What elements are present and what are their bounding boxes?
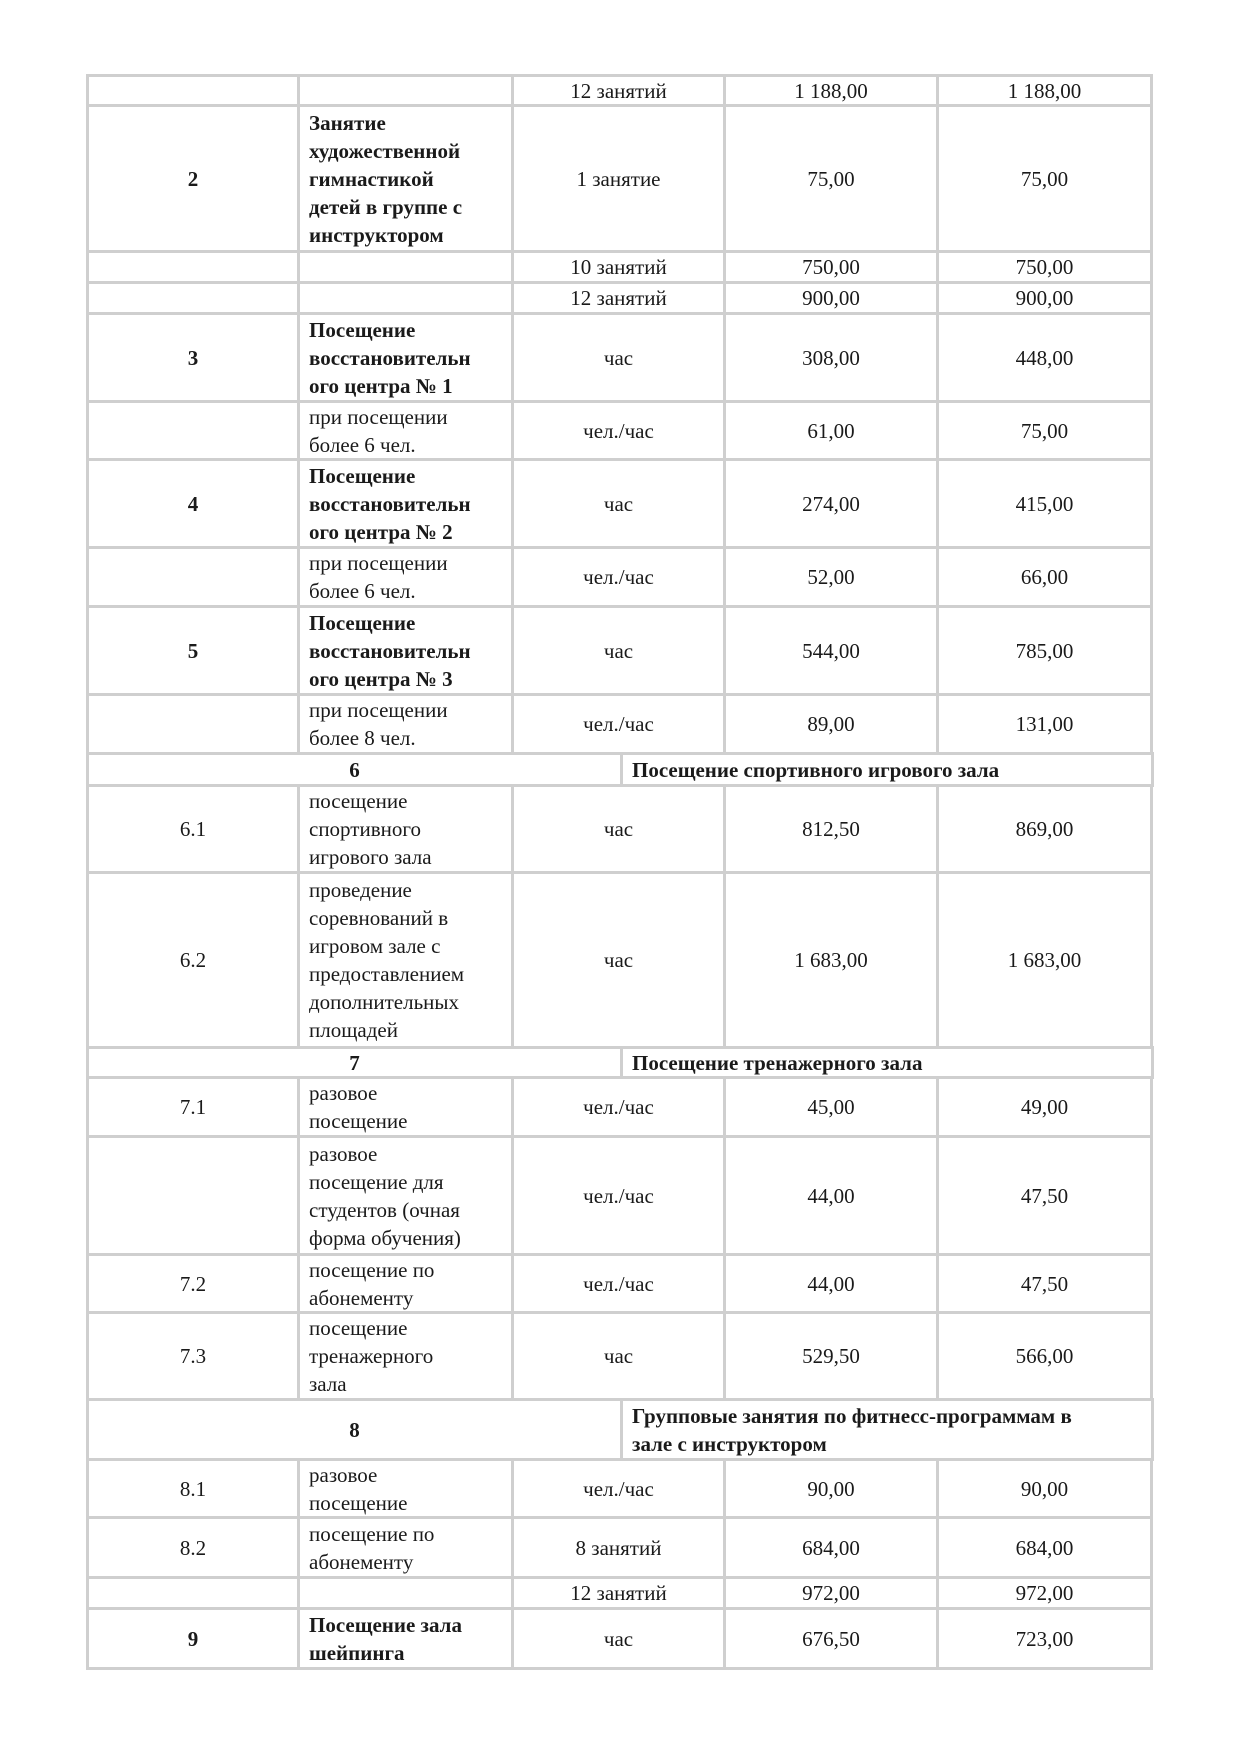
unit-cell — [511, 693, 726, 755]
unit-cell — [511, 400, 726, 461]
price-value: 75,00 — [1020, 418, 1069, 443]
unit: час — [603, 638, 634, 663]
service-name-line: тренажерного — [309, 1344, 434, 1368]
item-number-cell — [86, 104, 300, 253]
price-cell — [936, 1458, 1153, 1519]
price-value: 750,00 — [802, 255, 860, 279]
service-name-line: Занятие — [309, 110, 386, 135]
price-value: 44,00 — [807, 1183, 855, 1208]
service-name-line: более 6 чел. — [309, 579, 416, 603]
price-cell — [936, 1311, 1153, 1401]
service-name-line: игрового зала — [309, 845, 432, 869]
service-name-cell — [297, 605, 514, 696]
item-number-cell — [86, 784, 300, 874]
item-number: 5 — [187, 638, 199, 663]
item-number: 4 — [187, 491, 199, 516]
price-cell — [723, 281, 939, 315]
price-value: 684,00 — [802, 1535, 860, 1560]
service-name-line: спортивного — [309, 817, 421, 841]
item-number-cell — [86, 400, 300, 461]
unit-cell — [511, 1516, 726, 1579]
price-value: 676,50 — [802, 1626, 860, 1651]
service-name-line: студентов (очная — [309, 1197, 460, 1222]
unit: 1 занятие — [576, 166, 661, 191]
service-name-line: абонементу — [309, 1285, 414, 1310]
price-value: 812,50 — [802, 817, 860, 841]
service-name-line: разовое — [309, 1141, 378, 1166]
service-name-line: более 8 чел. — [309, 726, 416, 750]
item-number-cell — [86, 1458, 300, 1519]
service-name-cell — [297, 1076, 514, 1138]
price-value: 972,00 — [1015, 1581, 1074, 1605]
service-name-line: посещение — [309, 1316, 408, 1340]
price-value: 44,00 — [807, 1271, 855, 1296]
section-number-cell — [86, 1046, 623, 1079]
service-name-line: более 6 чел. — [309, 432, 416, 457]
price-cell — [723, 104, 939, 253]
unit: час — [603, 817, 634, 841]
item-number: 7.2 — [179, 1271, 207, 1296]
service-name-line: проведение — [309, 878, 412, 902]
unit-cell — [511, 871, 726, 1049]
price-value: 49,00 — [1020, 1095, 1069, 1119]
price-value: 566,00 — [1015, 1344, 1074, 1368]
service-name-line: посещение — [309, 1490, 408, 1515]
price-cell — [936, 784, 1153, 874]
unit: 12 занятий — [570, 286, 667, 310]
price-value: 900,00 — [1015, 286, 1074, 310]
price-value: 750,00 — [1015, 255, 1074, 279]
service-name-cell — [297, 458, 514, 549]
item-number-cell — [86, 458, 300, 549]
item-number: 6.1 — [179, 817, 207, 841]
service-name-line: посещение — [309, 1109, 408, 1133]
section-number: 6 — [349, 757, 360, 782]
service-name-line: посещение — [309, 789, 408, 813]
section-number-cell — [86, 1398, 623, 1461]
unit: час — [603, 948, 634, 972]
price-cell — [723, 1576, 939, 1610]
service-name-cell — [297, 312, 514, 403]
price-value: 90,00 — [807, 1476, 855, 1501]
service-name-line: инструктором — [309, 222, 444, 247]
item-number-cell — [86, 1135, 300, 1256]
unit: час — [603, 1626, 634, 1651]
service-name-line: Посещение — [309, 317, 416, 342]
service-name-cell — [297, 250, 514, 284]
price-value: 869,00 — [1015, 817, 1074, 841]
price-cell — [723, 400, 939, 461]
service-name-cell — [297, 546, 514, 608]
service-name-line: соревнований в — [309, 906, 449, 930]
unit: 12 занятий — [570, 1581, 667, 1605]
price-cell — [723, 250, 939, 284]
price-cell — [936, 871, 1153, 1049]
price-cell — [723, 1253, 939, 1314]
price-value: 723,00 — [1015, 1626, 1074, 1651]
price-cell — [723, 1607, 939, 1670]
service-name-cell — [297, 1253, 514, 1314]
price-cell — [936, 250, 1153, 284]
service-name-cell — [297, 1516, 514, 1579]
section-title-line: Посещение тренажерного зала — [632, 1050, 923, 1075]
service-name-cell — [297, 74, 514, 107]
price-value: 75,00 — [807, 166, 855, 191]
price-cell — [936, 605, 1153, 696]
item-number: 2 — [187, 166, 199, 191]
unit: 10 занятий — [570, 255, 667, 279]
service-name-line: зала — [309, 1372, 347, 1396]
service-name-line: предоставлением — [309, 962, 465, 986]
section-number-cell — [86, 752, 623, 787]
item-number-cell — [86, 871, 300, 1049]
unit-cell — [511, 605, 726, 696]
item-number-cell — [86, 605, 300, 696]
price-value: 1 683,00 — [794, 948, 868, 972]
service-name-cell — [297, 104, 514, 253]
price-value: 1 188,00 — [794, 78, 868, 103]
service-name-line: при посещении — [309, 698, 448, 722]
price-value: 308,00 — [802, 345, 860, 370]
price-value: 75,00 — [1020, 166, 1069, 191]
service-name-line: восстановительн — [309, 638, 471, 663]
price-value: 47,50 — [1020, 1271, 1069, 1296]
price-cell — [936, 104, 1153, 253]
item-number-cell — [86, 250, 300, 284]
price-value: 61,00 — [807, 418, 855, 443]
service-name-cell — [297, 871, 514, 1049]
section-number: 7 — [349, 1050, 360, 1075]
unit-cell — [511, 1576, 726, 1610]
service-name-cell — [297, 1135, 514, 1256]
price-cell — [936, 458, 1153, 549]
unit: чел./час — [583, 1183, 654, 1208]
price-cell — [936, 281, 1153, 315]
item-number-cell — [86, 546, 300, 608]
item-number: 6.2 — [179, 948, 207, 972]
price-value: 66,00 — [1020, 565, 1069, 589]
service-name-line: посещение по — [309, 1521, 435, 1546]
price-value: 274,00 — [802, 491, 860, 516]
service-name-cell — [297, 693, 514, 755]
price-cell — [936, 1576, 1153, 1610]
unit: чел./час — [583, 712, 654, 736]
price-value: 90,00 — [1020, 1476, 1069, 1501]
price-cell — [723, 605, 939, 696]
price-cell — [936, 74, 1153, 107]
service-name-line: гимнастикой — [309, 166, 434, 191]
item-number-cell — [86, 1607, 300, 1670]
price-cell — [723, 458, 939, 549]
service-name-line: площадей — [309, 1018, 398, 1042]
unit-cell — [511, 546, 726, 608]
price-value: 1 188,00 — [1007, 78, 1082, 103]
unit-cell — [511, 250, 726, 284]
service-name-line: Посещение — [309, 610, 416, 635]
price-cell — [936, 1253, 1153, 1314]
price-cell — [723, 1311, 939, 1401]
price-cell — [936, 1607, 1153, 1670]
price-cell — [936, 1076, 1153, 1138]
price-value: 785,00 — [1015, 638, 1074, 663]
unit-cell — [511, 312, 726, 403]
item-number: 7.3 — [179, 1344, 207, 1368]
unit: час — [603, 491, 634, 516]
price-value: 684,00 — [1015, 1535, 1074, 1560]
item-number: 8.2 — [179, 1535, 207, 1560]
service-name-line: при посещении — [309, 551, 448, 575]
service-name-line: посещение по — [309, 1257, 435, 1282]
unit-cell — [511, 1607, 726, 1670]
price-cell — [723, 312, 939, 403]
price-cell — [936, 693, 1153, 755]
service-name-cell — [297, 1576, 514, 1610]
service-name-line: посещение для — [309, 1169, 444, 1194]
item-number: 8.1 — [179, 1476, 207, 1501]
section-title-line: Групповые занятия по фитнесс-программам в — [632, 1403, 1072, 1428]
unit: час — [603, 345, 634, 370]
service-name-line: при посещении — [309, 404, 448, 429]
price-cell — [936, 546, 1153, 608]
unit-cell — [511, 1135, 726, 1256]
service-name-cell — [297, 400, 514, 461]
service-name-line: разовое — [309, 1462, 378, 1487]
unit-cell — [511, 1076, 726, 1138]
unit: 12 занятий — [570, 78, 667, 103]
price-value: 45,00 — [807, 1095, 855, 1119]
price-value: 1 683,00 — [1007, 948, 1082, 972]
unit-cell — [511, 458, 726, 549]
price-value: 448,00 — [1015, 345, 1074, 370]
section-title-cell — [620, 1398, 1154, 1461]
item-number-cell — [86, 1516, 300, 1579]
item-number: 7.1 — [179, 1095, 207, 1119]
section-title-cell — [620, 752, 1154, 787]
service-name-line: шейпинга — [309, 1640, 405, 1665]
section-number: 8 — [349, 1417, 360, 1442]
price-cell — [936, 400, 1153, 461]
item-number-cell — [86, 312, 300, 403]
price-value: 89,00 — [807, 712, 855, 736]
service-name-line: разовое — [309, 1081, 378, 1105]
unit-cell — [511, 104, 726, 253]
service-name-line: детей в группе с — [309, 194, 463, 219]
service-name-cell — [297, 1607, 514, 1670]
unit: чел./час — [583, 1095, 654, 1119]
item-number-cell — [86, 693, 300, 755]
price-cell — [723, 784, 939, 874]
unit-cell — [511, 1311, 726, 1401]
item-number-cell — [86, 74, 300, 107]
item-number-cell — [86, 1576, 300, 1610]
item-number-cell — [86, 281, 300, 315]
item-number: 9 — [187, 1626, 199, 1651]
price-value: 900,00 — [802, 286, 860, 310]
service-name-line: Посещение — [309, 463, 416, 488]
unit: час — [603, 1344, 634, 1368]
price-cell — [723, 1458, 939, 1519]
service-name-line: восстановительн — [309, 345, 471, 370]
section-title-line: Посещение спортивного игрового зала — [632, 757, 1000, 782]
item-number-cell — [86, 1076, 300, 1138]
unit: чел./час — [583, 418, 654, 443]
price-value: 47,50 — [1020, 1183, 1069, 1208]
item-number-cell — [86, 1253, 300, 1314]
price-value: 529,50 — [802, 1344, 860, 1368]
service-name-cell — [297, 1311, 514, 1401]
service-name-line: ого центра № 3 — [309, 666, 453, 691]
price-cell — [936, 312, 1153, 403]
price-value: 415,00 — [1015, 491, 1074, 516]
service-name-line: игровом зале с — [309, 934, 441, 958]
service-name-line: абонементу — [309, 1549, 414, 1574]
price-cell — [723, 1135, 939, 1256]
price-cell — [723, 74, 939, 107]
unit-cell — [511, 1253, 726, 1314]
unit-cell — [511, 74, 726, 107]
price-cell — [723, 1076, 939, 1138]
price-value: 544,00 — [802, 638, 860, 663]
service-name-line: восстановительн — [309, 491, 471, 516]
price-cell — [723, 693, 939, 755]
service-name-cell — [297, 1458, 514, 1519]
price-value: 972,00 — [802, 1581, 860, 1605]
unit-cell — [511, 1458, 726, 1519]
unit-cell — [511, 784, 726, 874]
service-name-line: Посещение зала — [309, 1612, 462, 1637]
unit: чел./час — [583, 1271, 654, 1296]
unit-cell — [511, 281, 726, 315]
service-name-line: художественной — [309, 138, 461, 163]
price-cell — [936, 1516, 1153, 1579]
service-name-line: ого центра № 2 — [309, 519, 453, 544]
section-title-line: зале с инструктором — [632, 1431, 827, 1456]
price-value: 131,00 — [1015, 712, 1074, 736]
service-name-cell — [297, 784, 514, 874]
section-title-cell — [620, 1046, 1154, 1079]
item-number-cell — [86, 1311, 300, 1401]
item-number: 3 — [187, 345, 199, 370]
service-name-line: ого центра № 1 — [309, 373, 453, 398]
unit: чел./час — [583, 565, 654, 589]
unit: 8 занятий — [575, 1535, 662, 1560]
price-value: 52,00 — [807, 565, 855, 589]
price-cell — [936, 1135, 1153, 1256]
price-cell — [723, 546, 939, 608]
unit: чел./час — [583, 1476, 654, 1501]
service-name-line: форма обучения) — [309, 1225, 461, 1250]
price-cell — [723, 1516, 939, 1579]
price-cell — [723, 871, 939, 1049]
service-name-line: дополнительных — [309, 990, 460, 1014]
service-name-cell — [297, 281, 514, 315]
